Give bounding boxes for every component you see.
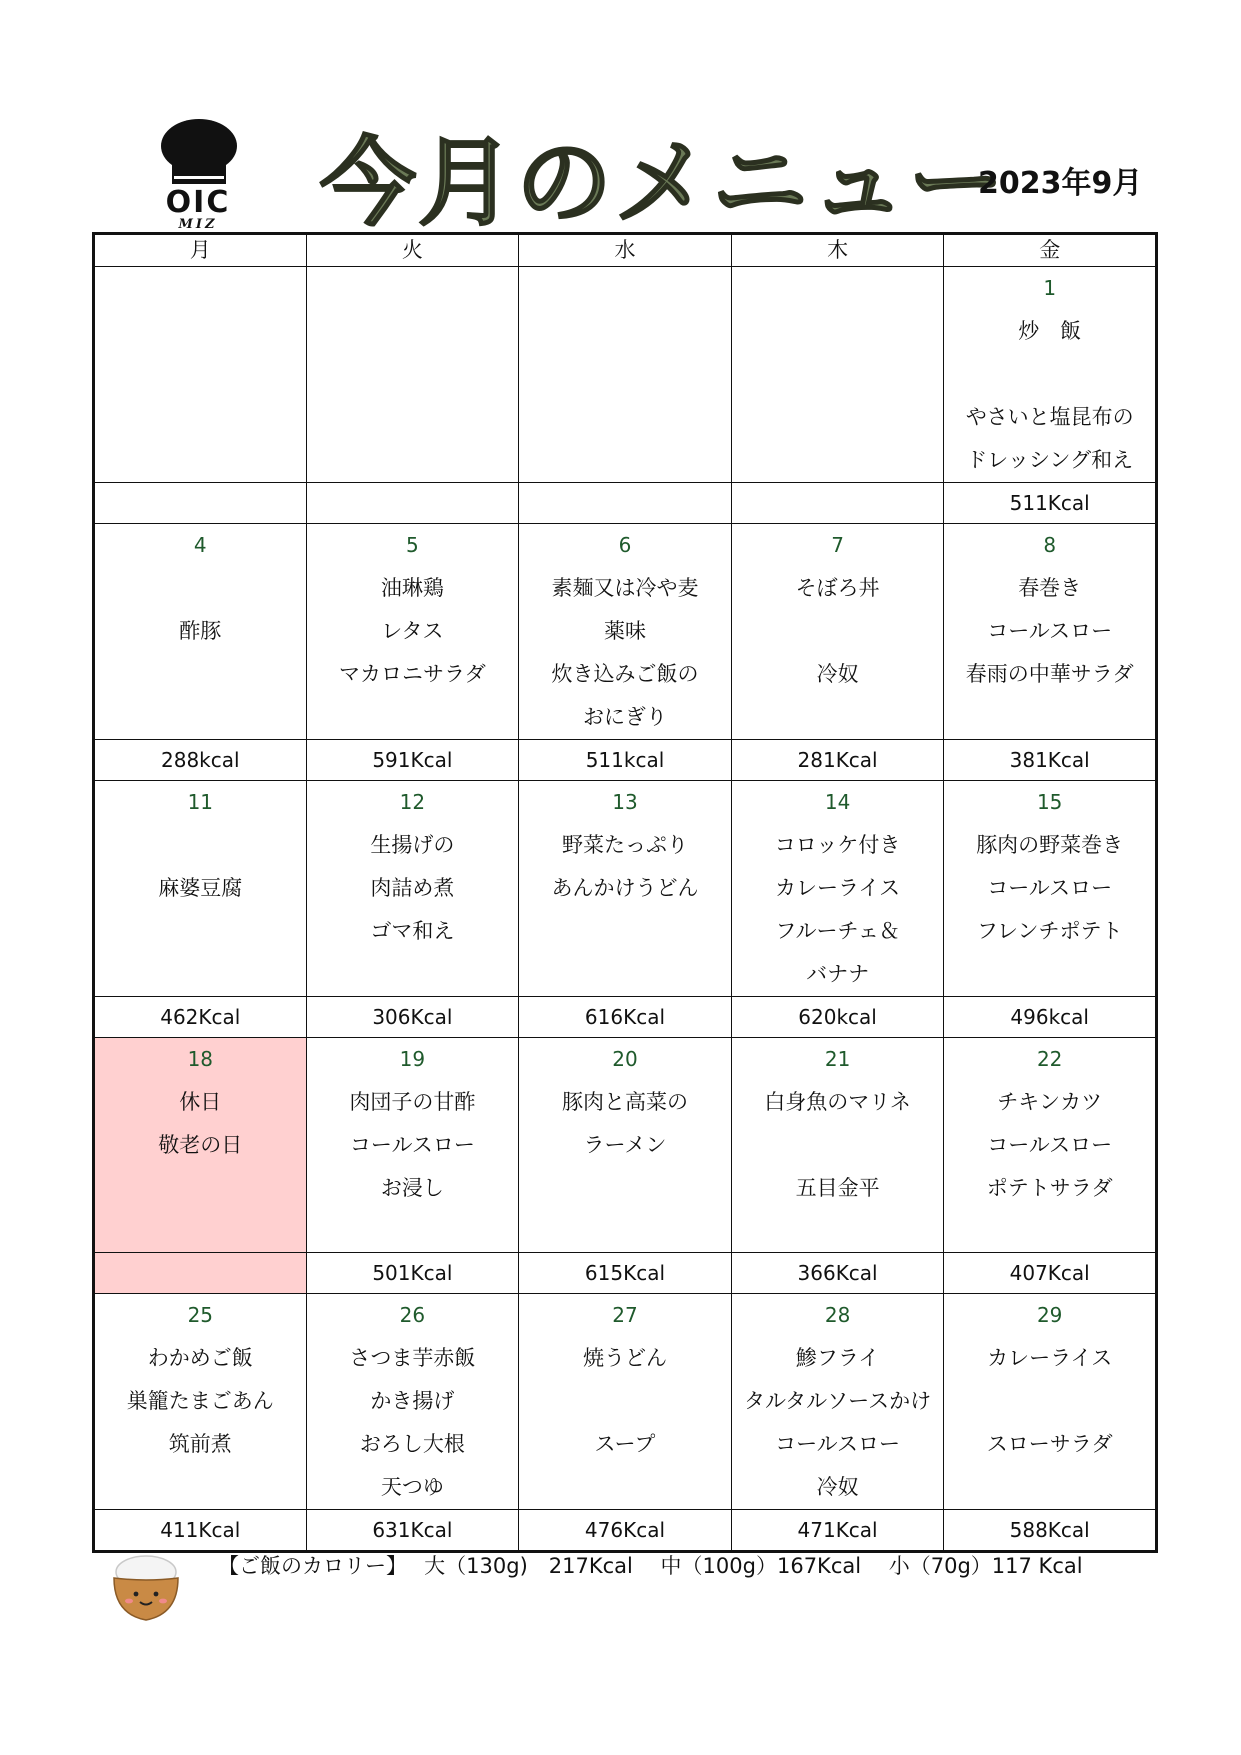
- day-cell: [944, 781, 1157, 997]
- day-cell: [306, 267, 519, 483]
- kcal-cell: 616Kcal: [519, 997, 732, 1038]
- day-number: 20: [612, 1047, 638, 1071]
- day-cell: [306, 1038, 519, 1253]
- week-menu-row: [94, 267, 1157, 483]
- day-cell: [944, 1294, 1157, 1510]
- dish-item: 五目金平: [795, 1176, 880, 1200]
- dish-item: おろし大根: [359, 1432, 465, 1456]
- dish-item: バナナ: [806, 962, 870, 986]
- dish-item: 薬味: [603, 619, 646, 643]
- kcal-cell: 411Kcal: [94, 1510, 307, 1552]
- day-cell: [306, 524, 519, 740]
- kcal-cell: 591Kcal: [306, 740, 519, 781]
- kcal-cell: 366Kcal: [731, 1253, 944, 1294]
- kcal-cell: 306Kcal: [306, 997, 519, 1038]
- day-number: 6: [618, 533, 632, 557]
- day-cell: [731, 524, 944, 740]
- day-number: 11: [187, 790, 214, 814]
- day-cell: [731, 1038, 944, 1253]
- day-cell: [94, 1294, 307, 1510]
- kcal-cell: 501Kcal: [306, 1253, 519, 1294]
- dish-item: スープ: [594, 1432, 656, 1456]
- dish-item: タルタルソースかけ: [744, 1389, 932, 1413]
- week-kcal-row: [94, 1510, 1157, 1552]
- dish-item: お浸し: [380, 1176, 444, 1200]
- dish-item: 素麺又は冷や麦: [551, 576, 699, 600]
- dish-item: あんかけうどん: [551, 876, 699, 900]
- day-number: 25: [187, 1303, 214, 1327]
- dish-item: 休日: [179, 1090, 222, 1114]
- dish-item: 酢豚: [179, 619, 222, 643]
- dish-item: 敬老の日: [158, 1133, 243, 1157]
- day-cell: [731, 267, 944, 483]
- weekday-header: 金: [944, 234, 1157, 267]
- kcal-cell: 476Kcal: [519, 1510, 732, 1552]
- day-number: 29: [1036, 1303, 1063, 1327]
- day-cell: [519, 781, 732, 997]
- dish-item: 天つゆ: [380, 1475, 444, 1499]
- kcal-cell: 511kcal: [519, 740, 732, 781]
- day-cell: [306, 1294, 519, 1510]
- day-cell: [519, 1294, 732, 1510]
- day-number: 18: [187, 1047, 214, 1071]
- dish-item: [944, 353, 1155, 396]
- day-cell: [731, 1294, 944, 1510]
- day-cell: [944, 524, 1157, 740]
- dish-item: 筑前煮: [168, 1432, 232, 1456]
- dish-item: 鯵フライ: [795, 1346, 880, 1370]
- day-number: 13: [612, 790, 638, 814]
- dish-item: ドレッシング和え: [966, 448, 1134, 472]
- menu-date: 2023年9月: [978, 166, 1143, 201]
- kcal-cell: 511Kcal: [944, 483, 1157, 524]
- dish-item: コールスロー: [987, 619, 1113, 643]
- dish-item: マカロニサラダ: [338, 662, 486, 686]
- logo-text: OIC: [165, 185, 231, 220]
- dish-item: おにぎり: [582, 705, 667, 729]
- day-cell: [94, 267, 307, 483]
- dish-item: フルーチェ＆: [775, 919, 900, 943]
- dish-item: 巣籠たまごあん: [126, 1389, 274, 1413]
- dish-item: 豚肉の野菜巻き: [976, 833, 1124, 857]
- dish-item: コロッケ付き: [774, 833, 901, 857]
- day-number: 4: [193, 533, 207, 557]
- kcal-cell: [94, 1253, 307, 1294]
- day-cell: [519, 524, 732, 740]
- day-number: 7: [831, 533, 844, 557]
- rice-bowl-icon: [108, 1552, 184, 1624]
- week-kcal-row: [94, 997, 1157, 1038]
- dish-item: スローサラダ: [986, 1432, 1113, 1456]
- day-number: 19: [399, 1047, 426, 1071]
- dish-item: [95, 824, 306, 867]
- day-number: 28: [824, 1303, 851, 1327]
- day-cell: [731, 781, 944, 997]
- dish-item: 肉詰め煮: [370, 876, 455, 900]
- dish-item: 冷奴: [816, 662, 859, 686]
- dish-item: 野菜たっぷり: [561, 833, 688, 857]
- rice-calorie-note: 【ご飯のカロリー】 大（130g) 217Kcal 中（100g）167Kcal 小（70g）117 Kcal: [218, 1554, 1083, 1578]
- day-cell: [94, 781, 307, 997]
- kcal-cell: [94, 483, 307, 524]
- kcal-cell: 615Kcal: [519, 1253, 732, 1294]
- dish-item: コールスロー: [987, 876, 1113, 900]
- dish-item: [732, 1124, 944, 1167]
- dish-item: コールスロー: [775, 1432, 901, 1456]
- dish-item: レタス: [381, 619, 444, 643]
- kcal-cell: 288kcal: [94, 740, 307, 781]
- weekday-header: 月: [94, 234, 307, 267]
- dish-item: コールスロー: [349, 1133, 475, 1157]
- kcal-cell: 496kcal: [944, 997, 1157, 1038]
- dish-item: さつま芋赤飯: [349, 1346, 476, 1370]
- day-cell: [94, 1038, 307, 1253]
- weekday-header: 火: [306, 234, 519, 267]
- day-number: 12: [399, 790, 426, 814]
- day-number: 15: [1036, 790, 1063, 814]
- day-number: 14: [824, 790, 851, 814]
- dish-item: 豚肉と高菜の: [561, 1090, 688, 1114]
- dish-item: [95, 567, 306, 610]
- dish-item: コールスロー: [987, 1133, 1113, 1157]
- dish-item: カレーライス: [987, 1346, 1113, 1370]
- dish-item: [732, 610, 944, 653]
- kcal-cell: 381Kcal: [944, 740, 1157, 781]
- menu-calendar-table: [92, 232, 1158, 1553]
- weekday-header: 水: [519, 234, 732, 267]
- kcal-cell: [306, 483, 519, 524]
- dish-item: そぼろ丼: [795, 576, 880, 600]
- day-cell: [306, 781, 519, 997]
- dish-item: [519, 1380, 731, 1423]
- day-number: 8: [1043, 533, 1057, 557]
- week-menu-row: [94, 1038, 1157, 1253]
- day-number: 22: [1036, 1047, 1063, 1071]
- dish-item: 炊き込みご飯の: [551, 662, 699, 686]
- kcal-cell: [519, 483, 732, 524]
- dish-item: 油琳鶏: [380, 576, 444, 600]
- kcal-cell: [731, 483, 944, 524]
- dish-item: 麻婆豆腐: [158, 876, 243, 900]
- dish-item: 肉団子の甘酢: [349, 1090, 476, 1114]
- day-number: 21: [824, 1047, 851, 1071]
- dish-item: 白身魚のマリネ: [764, 1090, 911, 1114]
- dish-item: わかめご飯: [147, 1346, 253, 1370]
- dish-item: 焼うどん: [582, 1346, 667, 1370]
- dish-item: かき揚げ: [370, 1389, 455, 1413]
- kcal-cell: 281Kcal: [731, 740, 944, 781]
- kcal-cell: 462Kcal: [94, 997, 307, 1038]
- weekday-header-row: [94, 234, 1157, 267]
- day-number: 5: [406, 533, 419, 557]
- day-cell: [519, 1038, 732, 1253]
- dish-item: 生揚げの: [370, 833, 455, 857]
- dish-item: 春雨の中華サラダ: [965, 662, 1134, 686]
- day-cell: [519, 267, 732, 483]
- week-kcal-row: [94, 483, 1157, 524]
- dish-item: ラーメン: [583, 1133, 667, 1157]
- week-kcal-row: [94, 1253, 1157, 1294]
- dish-item: カレーライス: [774, 876, 901, 900]
- kcal-cell: 588Kcal: [944, 1510, 1157, 1552]
- dish-item: 春巻き: [1018, 576, 1082, 600]
- kcal-cell: 631Kcal: [306, 1510, 519, 1552]
- day-number: 26: [399, 1303, 426, 1327]
- dish-item: フレンチポテト: [976, 919, 1123, 943]
- dish-item: [944, 1380, 1155, 1423]
- day-number: 27: [612, 1303, 638, 1327]
- chef-hat-icon: [158, 118, 240, 188]
- dish-item: ゴマ和え: [370, 919, 455, 943]
- week-menu-row: [94, 1294, 1157, 1510]
- dish-item: 炒 飯: [1018, 319, 1082, 343]
- logo: [152, 118, 244, 230]
- dish-item: ポテトサラダ: [986, 1176, 1113, 1200]
- day-cell: [94, 524, 307, 740]
- week-kcal-row: [94, 740, 1157, 781]
- weekday-header: 木: [731, 234, 944, 267]
- day-cell: [944, 267, 1157, 483]
- day-number: 1: [1043, 276, 1057, 300]
- kcal-cell: 471Kcal: [731, 1510, 944, 1552]
- page-title: 今月のメニュー: [320, 127, 1006, 239]
- dish-item: やさいと塩昆布の: [965, 405, 1134, 429]
- dish-item: チキンカツ: [997, 1090, 1103, 1114]
- kcal-cell: 407Kcal: [944, 1253, 1157, 1294]
- week-menu-row: [94, 524, 1157, 740]
- logo-subtext: MIZ: [178, 217, 218, 232]
- dish-item: 冷奴: [816, 1475, 859, 1499]
- kcal-cell: 620kcal: [731, 997, 944, 1038]
- day-cell: [944, 1038, 1157, 1253]
- week-menu-row: [94, 781, 1157, 997]
